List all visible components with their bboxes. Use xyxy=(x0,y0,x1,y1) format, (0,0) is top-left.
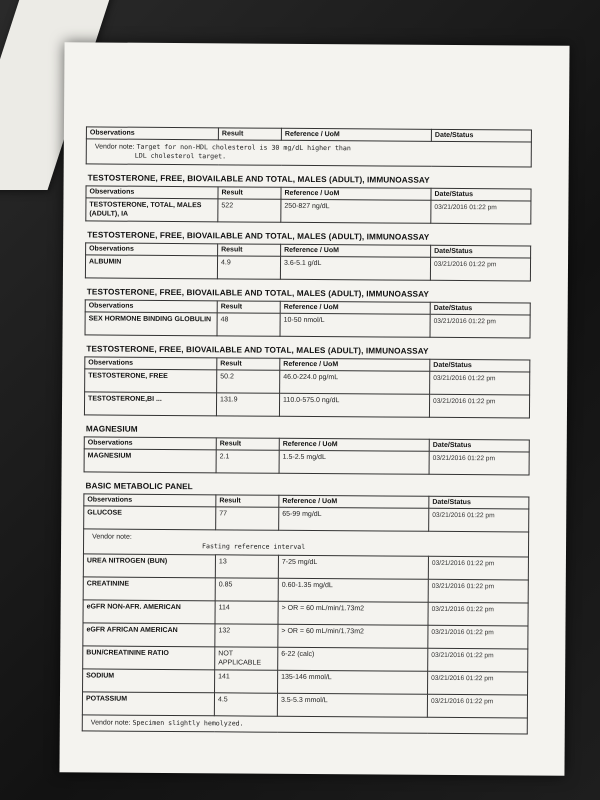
result-value: 114 xyxy=(215,601,278,624)
col-observations: Observations xyxy=(86,127,218,140)
col-date-status: Date/Status xyxy=(429,496,529,509)
observation-name: TESTOSTERONE,BI ... xyxy=(84,392,216,416)
table-row xyxy=(83,646,528,672)
result-value: 13 xyxy=(215,555,278,578)
reference-range: 3.6-5.1 g/dL xyxy=(280,256,430,280)
observation-name: eGFR AFRICAN AMERICAN xyxy=(83,623,215,647)
date-status: 03/21/2016 01:22 pm xyxy=(428,556,528,580)
result-value: 50.2 xyxy=(217,370,280,393)
lab-report-page xyxy=(59,42,569,776)
col-reference: Reference / UoM xyxy=(280,358,430,371)
col-result: Result xyxy=(218,187,281,199)
result-value: 2.1 xyxy=(216,450,279,473)
results-table xyxy=(85,185,531,224)
col-observations: Observations xyxy=(84,494,216,507)
col-observations: Observations xyxy=(86,186,218,199)
vendor-note xyxy=(83,529,528,557)
section-title: MAGNESIUM xyxy=(85,424,138,434)
result-value: 77 xyxy=(216,507,279,530)
section-title: TESTOSTERONE, FREE, BIOVAILABLE AND TOTAL, MALES (ADULT), IMMUNOASSAY xyxy=(86,287,429,299)
result-value: 131.9 xyxy=(216,393,279,416)
result-value: 0.85 xyxy=(215,578,278,601)
observation-name: UREA NITROGEN (BUN) xyxy=(83,554,215,578)
observation-name: SODIUM xyxy=(83,669,215,693)
table-row xyxy=(84,392,529,418)
col-result: Result xyxy=(217,301,280,313)
result-value: 48 xyxy=(217,313,280,336)
col-date-status: Date/Status xyxy=(431,188,531,201)
col-result: Result xyxy=(218,244,281,256)
results-table xyxy=(84,356,530,418)
date-status: 03/21/2016 01:22 pm xyxy=(428,625,528,649)
date-status: 03/21/2016 01:22 pm xyxy=(430,257,530,281)
observation-name: CREATININE xyxy=(83,577,215,601)
date-status: 03/21/2016 01:22 pm xyxy=(428,648,528,672)
observation-name: BUN/CREATININE RATIO xyxy=(83,646,215,670)
date-status: 03/21/2016 01:22 pm xyxy=(429,394,529,418)
reference-range: 46.0-224.0 pg/mL xyxy=(280,370,430,394)
col-result: Result xyxy=(216,438,279,450)
vendor-note-text: Fasting reference interval xyxy=(202,542,306,551)
reference-range: 250-827 ng/dL xyxy=(281,199,431,223)
col-result: Result xyxy=(217,358,280,370)
date-status: 03/21/2016 01:22 pm xyxy=(431,200,531,224)
table-row xyxy=(83,623,528,649)
col-reference: Reference / UoM xyxy=(281,128,431,141)
results-table xyxy=(84,436,530,475)
table-row xyxy=(85,312,530,338)
reference-range: > OR = 60 mL/min/1.73m2 xyxy=(278,601,428,625)
bmp-table xyxy=(82,493,530,734)
result-value: 4.5 xyxy=(214,693,277,716)
col-observations: Observations xyxy=(85,300,217,313)
vendor-note-text-2: LDL cholesterol target. xyxy=(134,151,227,161)
reference-range: 1.5-2.5 mg/dL xyxy=(279,450,429,474)
observation-name: ALBUMIN xyxy=(85,255,217,279)
section-title: BASIC METABOLIC PANEL xyxy=(85,481,193,492)
col-date-status: Date/Status xyxy=(431,129,531,142)
reference-range: > OR = 60 mL/min/1.73m2 xyxy=(278,624,428,648)
date-status: 03/21/2016 01:22 pm xyxy=(428,602,528,626)
observation-name: TESTOSTERONE, FREE xyxy=(85,369,217,393)
date-status: 03/21/2016 01:22 pm xyxy=(428,579,528,603)
test-sections xyxy=(84,173,531,475)
col-observations: Observations xyxy=(84,437,216,450)
col-result: Result xyxy=(216,495,279,507)
observation-name: TESTOSTERONE, TOTAL, MALES (ADULT), IA xyxy=(86,198,218,222)
table-row xyxy=(83,554,528,580)
result-value: 522 xyxy=(218,199,281,222)
result-value: NOT APPLICABLE xyxy=(215,647,278,670)
vendor-note xyxy=(82,715,527,734)
section-title: TESTOSTERONE, FREE, BIOVAILABLE AND TOTAL, MALES (ADULT), IMMUNOASSAY xyxy=(86,344,429,356)
section-title: TESTOSTERONE, FREE, BIOVAILABLE AND TOTAL, MALES (ADULT), IMMUNOASSAY xyxy=(87,173,430,185)
results-table xyxy=(85,299,531,338)
observation-name: eGFR NON-AFR. AMERICAN xyxy=(83,600,215,624)
result-value: 141 xyxy=(215,670,278,693)
col-reference: Reference / UoM xyxy=(279,495,429,508)
col-date-status: Date/Status xyxy=(430,302,530,315)
reference-range: 65-99 mg/dL xyxy=(279,507,429,531)
table-row xyxy=(83,600,528,626)
section-title: TESTOSTERONE, FREE, BIOVAILABLE AND TOTAL, MALES (ADULT), IMMUNOASSAY xyxy=(87,230,430,242)
date-status: 03/21/2016 01:22 pm xyxy=(429,451,529,475)
reference-range: 10-50 nmol/L xyxy=(280,313,430,337)
vendor-note-label: Vendor note: xyxy=(92,533,132,541)
observation-name: GLUCOSE xyxy=(84,506,216,530)
col-result: Result xyxy=(218,128,281,140)
col-date-status: Date/Status xyxy=(429,439,529,452)
col-reference: Reference / UoM xyxy=(279,438,429,451)
observation-name: POTASSIUM xyxy=(82,692,214,716)
col-reference: Reference / UoM xyxy=(281,187,431,200)
col-observations: Observations xyxy=(86,243,218,256)
col-reference: Reference / UoM xyxy=(281,244,431,257)
report-content xyxy=(82,126,531,734)
table-row xyxy=(86,198,531,224)
vendor-note-label: Vendor note: xyxy=(90,719,131,727)
reference-range: 6-22 (calc) xyxy=(278,647,428,671)
col-date-status: Date/Status xyxy=(431,245,531,258)
col-date-status: Date/Status xyxy=(430,359,530,372)
date-status: 03/21/2016 01:22 pm xyxy=(430,314,530,338)
result-value: 4.9 xyxy=(217,256,280,279)
observation-name: SEX HORMONE BINDING GLOBULIN xyxy=(85,312,217,336)
vendor-note-text: Specimen slightly hemolyzed. xyxy=(132,718,244,728)
vendor-note xyxy=(86,139,531,167)
table-row xyxy=(85,255,530,281)
results-table xyxy=(85,242,531,281)
table-row xyxy=(83,669,528,695)
top-note-table xyxy=(86,126,532,167)
table-row xyxy=(84,506,529,532)
table-row xyxy=(82,692,527,718)
col-reference: Reference / UoM xyxy=(280,301,430,314)
vendor-note-label: Vendor note: xyxy=(94,143,135,151)
col-observations: Observations xyxy=(85,357,217,370)
reference-range: 135-146 mmol/L xyxy=(278,670,428,694)
table-row xyxy=(83,577,528,603)
observation-name: MAGNESIUM xyxy=(84,449,216,473)
table-row xyxy=(85,369,530,395)
result-value: 132 xyxy=(215,624,278,647)
reference-range: 0.60-1.35 mg/dL xyxy=(278,578,428,602)
reference-range: 7-25 mg/dL xyxy=(278,555,428,579)
table-row xyxy=(84,449,529,475)
vendor-note-text-1: Target for non-HDL cholesterol is 30 mg/dL higher than xyxy=(136,142,351,153)
reference-range: 110.0-575.0 ng/dL xyxy=(279,393,429,417)
date-status: 03/21/2016 01:22 pm xyxy=(428,671,528,695)
date-status: 03/21/2016 01:22 pm xyxy=(427,694,527,718)
date-status: 03/21/2016 01:22 pm xyxy=(430,371,530,395)
date-status: 03/21/2016 01:22 pm xyxy=(429,508,529,532)
reference-range: 3.5-5.3 mmol/L xyxy=(277,693,427,717)
